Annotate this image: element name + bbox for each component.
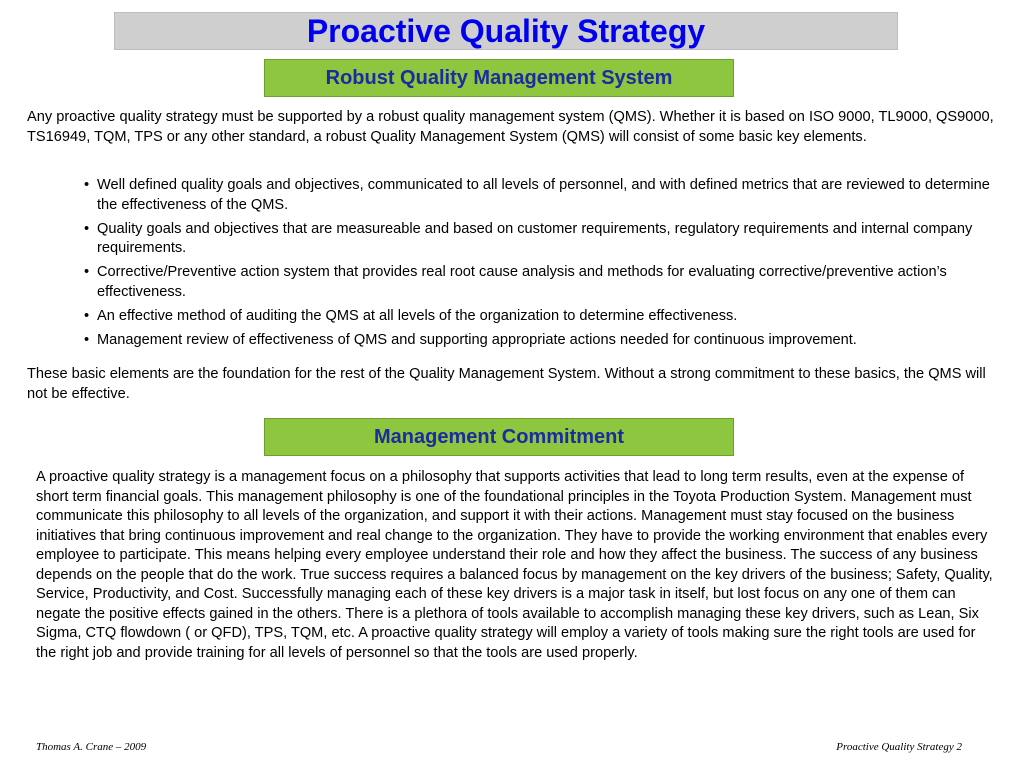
bullet-icon: •	[84, 220, 90, 237]
bullet-icon: •	[84, 307, 90, 324]
footer-author: Thomas A. Crane – 2009	[36, 741, 147, 753]
list-item	[84, 263, 1004, 302]
list-item-text: Management review of effectiveness of QMS and supporting appropriate actions needed for continuous improvement.	[97, 331, 857, 348]
section-header-management	[264, 418, 734, 456]
page-title: Proactive Quality Strategy	[306, 13, 706, 49]
list-item	[84, 176, 1004, 215]
list-item-text: Quality goals and objectives that are measureable and based on customer requirements, regulatory requirements and internal company requirements.	[97, 220, 973, 257]
list-item-text: Well defined quality goals and objectives, communicated to all levels of personnel, and with defined metrics that are reviewed to determine the effectiveness of the QMS.	[97, 177, 990, 213]
section-header-qms-label: Robust Quality Management System	[325, 66, 673, 89]
management-body-paragraph: A proactive quality strategy is a management focus on a philosophy that supports activities that lead to long term results, even at the expense of short term financial goals. This management philosophy is one of the foundational principles in the Toyota Production System. Management must communicate this philosophy to all levels of the organization, and support it with their actions. Management must stay focused on the business initiatives that bring continuous improvement and real change to the organization. They have to provide the working environment that enables every employee to participate. This means helping every employee understand their role and how they affect the business. The success of any business depends on the people that do the work. True success requires a balanced focus by management on the key drivers of the business; Safety, Quality, Service, Productivity, and Cost. Successfully managing each of these key drivers is a major task in itself, but lost focus on any one of them can negate the positive effects gained in the others. There is a plethora of tools available to accomplish managing these key drivers, such as Lean, Six Sigma, CTQ flowdown ( or QFD), TPS, TQM, etc. A proactive quality strategy will employ a variety of tools making sure the right tools are used for the right job and provide training for all levels of personnel so that the tools are used properly.	[36, 469, 993, 661]
bullet-icon: •	[84, 177, 90, 193]
footer-page-label: Proactive Quality Strategy 2	[836, 741, 962, 753]
qms-closing-paragraph: These basic elements are the foundation for the rest of the Quality Management System. Without a strong commitment to these basics, the QMS will not be effective.	[27, 366, 986, 402]
list-item	[84, 307, 1004, 327]
title-bar	[114, 12, 898, 50]
list-item-text: Corrective/Preventive action system that provides real root cause analysis and methods for evaluating corrective/preventive action’s effectiveness.	[97, 264, 947, 300]
section-header-qms	[264, 59, 734, 97]
section-header-management-label: Management Commitment	[373, 425, 625, 448]
qms-bullet-list	[84, 176, 1004, 355]
list-item	[84, 331, 1004, 351]
list-item-text: An effective method of auditing the QMS at all levels of the organization to determine effectiveness.	[97, 307, 738, 324]
list-item	[84, 220, 1004, 259]
bullet-icon: •	[84, 264, 90, 281]
qms-intro-paragraph: Any proactive quality strategy must be supported by a robust quality management system (QMS). Whether it is based on ISO 9000, TL9000, QS9000, TS16949, TQM, TPS or any other standard, a robust Quality Management System (QMS) will consist of some basic key elements.	[27, 109, 994, 145]
bullet-icon: •	[84, 331, 90, 348]
